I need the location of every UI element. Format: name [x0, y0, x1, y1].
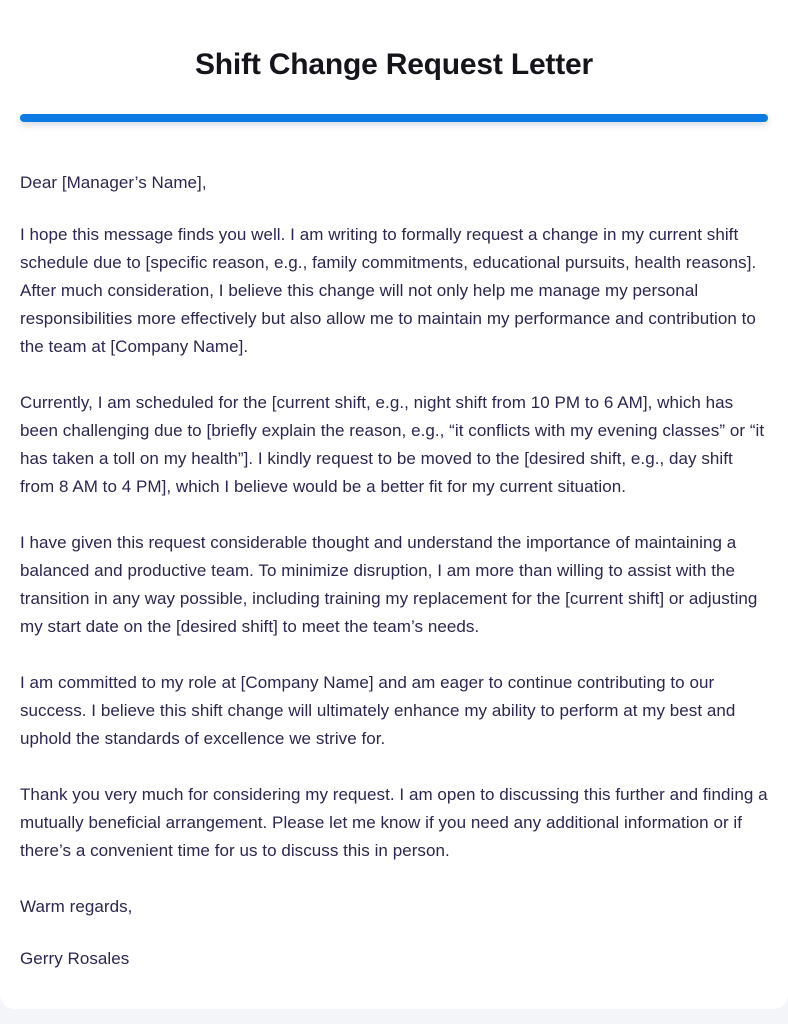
page-title: Shift Change Request Letter: [195, 48, 593, 81]
letter-body: [20, 124, 768, 973]
signature-name: Gerry Rosales: [20, 949, 130, 968]
body-paragraph-3: I have given this request considerable thought and understand the importance of maintaining a balanced and productive team. To minimize disruption, I am more than willing to assist with the transition in any way possible, including training my replacement for the [current shift] or adjusting my start date on the [desired shift] to meet the team’s needs.: [20, 533, 758, 636]
body-paragraph-1: I hope this message finds you well. I am writing to formally request a change in my current shift schedule due to [specific reason, e.g., family commitments, educational pursuits, health reasons]. After much consideration, I believe this change will not only help me manage my personal responsibilities more effectively but also allow me to maintain my performance and contribution to the team at [Company Name].: [20, 225, 757, 356]
title-divider: [20, 114, 768, 124]
accent-divider-bar: [20, 114, 768, 122]
body-paragraph-4: I am committed to my role at [Company Name] and am eager to continue contributing to our success. I believe this shift change will ultimately enhance my ability to perform at my best and uphold the standards of excellence we strive for.: [20, 673, 736, 748]
salutation-line: Dear [Manager’s Name],: [20, 173, 207, 192]
body-paragraph-2: Currently, I am scheduled for the [current shift, e.g., night shift from 10 PM to 6 AM], which has been challenging due to [briefly explain the reason, e.g., “it conflicts with my evening classes” or “it has taken a toll on my health”]. I kindly request to be moved to the [desired shift, e.g., day shift from 8 AM to 4 PM], which I believe would be a better fit for my current situation.: [20, 393, 765, 496]
body-paragraph-5: Thank you very much for considering my request. I am open to discussing this further and finding a mutually beneficial arrangement. Please let me know if you need any additional information or if there’s a convenient time for us to discuss this in person.: [20, 785, 768, 860]
closing-line: Warm regards,: [20, 897, 133, 916]
